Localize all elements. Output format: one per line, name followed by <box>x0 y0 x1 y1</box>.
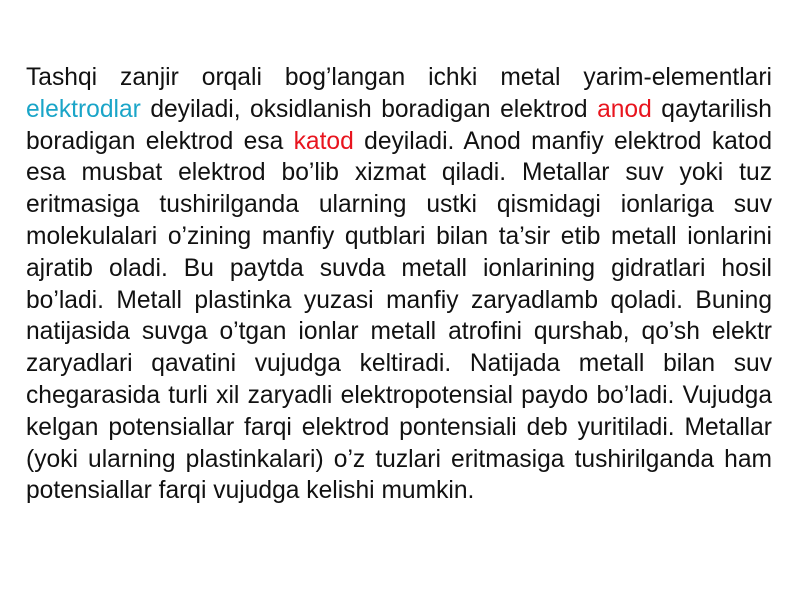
term-electrodes: elektrodlar <box>26 95 141 123</box>
paragraph-text-2: deyiladi, oksidlanish boradigan elektrod <box>140 95 598 123</box>
paragraph-text-1: Tashqi zanjir orqali bog’langan ichki metal yarim-elementlari <box>26 64 772 91</box>
body-paragraph <box>26 62 772 507</box>
paragraph-text-4: deyiladi. Anod manfiy elektrod katod esa musbat elektrod bo’lib xizmat qiladi. Metallar suv yoki tuz eritmasiga tushirilganda ularning ustki qismidagi ionlariga suv molekulalari o’zining manfiy qutblari bilan ta’sir etib metall ionlarini ajratib oladi. Bu paytda suvda metall ionlarining gidratlari hosil bo’ladi. Metall plastinka yuzasi manfiy zaryadlamb qoladi. Buning natijasida suvga o’tgan ionlar metall atrofini qurshab, qo’sh elektr zaryadlari qavatini vujudga keltiradi. Natijada metall bilan suv chegarasida turli xil zaryadli elektropotensial paydo bo’ladi. Vujudga kelgan potensiallar farqi elektrod pontensiali deb yuritiladi. Metallar (yoki ularning plastinkalari) o’z tuzlari eritmasiga tushirilganda ham potensiallar farqi vujudga kelishi mumkin. <box>26 127 772 505</box>
term-cathode: katod <box>293 127 354 155</box>
paragraph-text-3: qaytarilish boradigan elektrod esa <box>26 95 772 155</box>
term-anode: anod <box>597 95 652 123</box>
